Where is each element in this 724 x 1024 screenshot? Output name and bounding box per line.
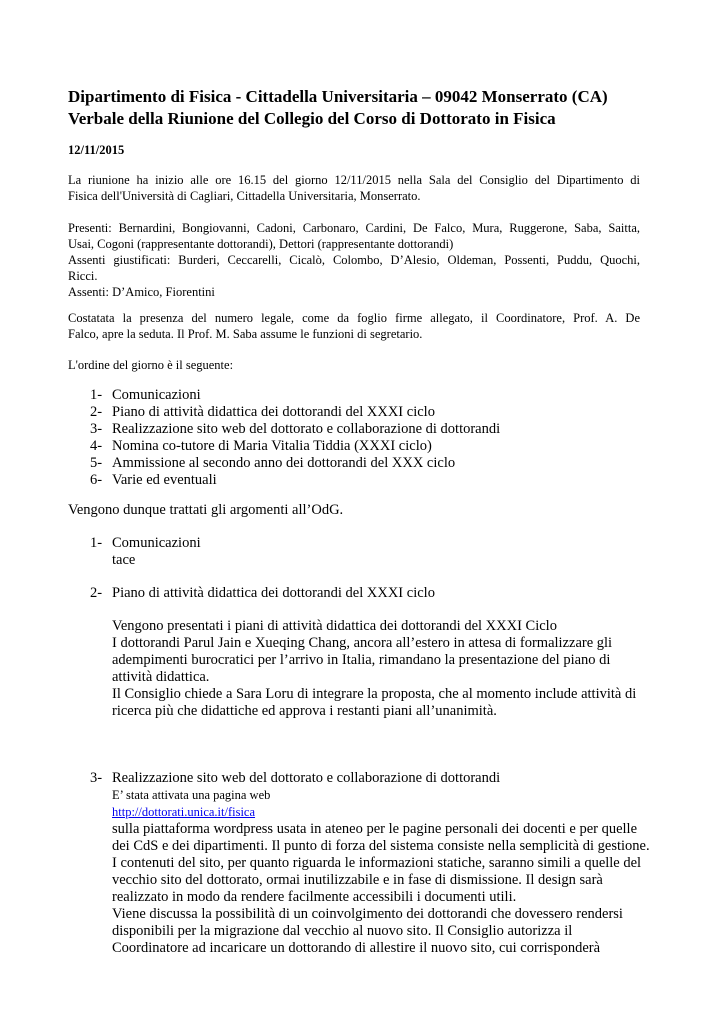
- agenda-item: [90, 472, 500, 489]
- quorum-line: Falco, apre la seduta. Il Prof. M. Saba assume le funzioni di segretario.: [68, 327, 423, 341]
- section-3-line: Viene discussa la possibilità di un coinvolgimento dei dottorandi che dovessero rendersi: [112, 906, 623, 922]
- agenda-number: 4-: [90, 438, 103, 454]
- section-2-line: Il Consiglio chiede a Sara Loru di integrare la proposta, che al momento include attività di: [112, 686, 637, 702]
- quorum-line: Costatata la presenza del numero legale, come da foglio firme allegato, il Coordinatore, Prof. A. De: [68, 311, 640, 325]
- section-1-title: Comunicazioni: [112, 535, 201, 551]
- agenda-list: [90, 387, 500, 489]
- section-2-line: adempimenti burocratici per l’arrivo in Italia, rimandano la presentazione del piano di: [112, 652, 611, 668]
- section-1-body: tace: [112, 552, 136, 568]
- section-3-line: sulla piattaforma wordpress usata in ateneo per le pagine personali dei docenti e per quelle: [112, 821, 638, 837]
- section-2-title: Piano di attività didattica dei dottorandi del XXXI ciclo: [112, 585, 435, 601]
- agenda-number: 5-: [90, 455, 103, 471]
- attendance-line: Assenti: D’Amico, Fiorentini: [68, 285, 215, 299]
- attendance-line: Ricci.: [68, 269, 98, 283]
- agenda-intro: L'ordine del giorno è il seguente:: [68, 358, 234, 372]
- section-3-line: dei CdS e dei dipartimenti. Il punto di forza del sistema consiste nella semplicità di gestione.: [112, 838, 650, 854]
- agenda-text: Comunicazioni: [112, 387, 201, 403]
- section-2-line: attività didattica.: [112, 669, 210, 685]
- agenda-text: Varie ed eventuali: [112, 472, 217, 488]
- agenda-number: 3-: [90, 421, 103, 437]
- agenda-item: [90, 438, 500, 455]
- department-heading: Dipartimento di Fisica - Cittadella Universitaria – 09042 Monserrato (CA): [68, 87, 608, 106]
- agenda-text: Nomina co-tutore di Maria Vitalia Tiddia (XXXI ciclo): [112, 438, 432, 454]
- section-3-title: Realizzazione sito web del dottorato e collaborazione di dottorandi: [112, 770, 501, 786]
- section-3-line: Coordinatore ad incaricare un dottorando di allestire il nuovo sito, cui corrisponderà: [112, 940, 601, 956]
- website-link[interactable]: http://dottorati.unica.it/fisica: [112, 805, 256, 819]
- attendance-line: Assenti giustificati: Burderi, Ceccarelli, Cicalò, Colombo, D’Alesio, Oldeman, Possenti, Puddu, Quochi,: [68, 253, 640, 267]
- discussion-intro: Vengono dunque trattati gli argomenti all’OdG.: [68, 502, 344, 518]
- section-2-line: ricerca più che didattiche ed approva i restanti piani all’unanimità.: [112, 703, 497, 719]
- agenda-number: 2-: [90, 404, 103, 420]
- section-1: [112, 535, 647, 569]
- agenda-number: 1-: [90, 387, 103, 403]
- section-2-line: Vengono presentati i piani di attività didattica dei dottorandi del XXXI Ciclo: [112, 618, 557, 634]
- section-1-number: 1-: [90, 535, 103, 551]
- section-3-line: disponibili per la migrazione dal vecchio al nuovo sito. Il Consiglio autorizza il: [112, 923, 573, 939]
- section-3-activated: E’ stata attivata una pagina web: [112, 788, 271, 802]
- agenda-text: Realizzazione sito web del dottorato e collaborazione di dottorandi: [112, 421, 501, 437]
- document-title: Verbale della Riunione del Collegio del Corso di Dottorato in Fisica: [68, 109, 556, 128]
- agenda-item: [90, 455, 500, 472]
- intro-paragraph: [68, 172, 640, 204]
- section-3-line: realizzato in modo da rendere facilmente accessibili i documenti utili.: [112, 889, 517, 905]
- agenda-number: 6-: [90, 472, 103, 488]
- section-3: [112, 770, 650, 957]
- agenda-item: [90, 404, 500, 421]
- section-3-number: 3-: [90, 770, 103, 786]
- attendance-line: Usai, Cogoni (rappresentante dottorandi), Dettori (rappresentante dottorandi): [68, 237, 454, 251]
- quorum-paragraph: [68, 310, 640, 342]
- section-3-line: vecchio sito del dottorato, ormai inutilizzabile e in fase di dismissione. Il design sarà: [112, 872, 603, 888]
- section-2-line: I dottorandi Parul Jain e Xueqing Chang, ancora all’estero in attesa di formalizzare gli: [112, 635, 613, 651]
- agenda-item: [90, 421, 500, 438]
- section-3-line: I contenuti del sito, per quanto riguarda le informazioni statiche, saranno simili a quelle del: [112, 855, 642, 871]
- intro-line: Fisica dell'Università di Cagliari, Cittadella Universitaria, Monserrato.: [68, 189, 421, 203]
- agenda-text: Piano di attività didattica dei dottorandi del XXXI ciclo: [112, 404, 435, 420]
- attendance-line: Presenti: Bernardini, Bongiovanni, Cadoni, Carbonaro, Cardini, De Falco, Mura, Ruggerone, Saba, Saitta,: [68, 221, 640, 235]
- agenda-item: [90, 387, 500, 404]
- attendance-paragraph: [68, 220, 640, 300]
- intro-line: La riunione ha inizio alle ore 16.15 del giorno 12/11/2015 nella Sala del Consiglio del Dipartimento di: [68, 173, 640, 187]
- section-2-body: [112, 618, 647, 720]
- meeting-date: 12/11/2015: [68, 143, 125, 157]
- agenda-text: Ammissione al secondo anno dei dottorandi del XXX ciclo: [112, 455, 456, 471]
- section-2-number: 2-: [90, 585, 103, 601]
